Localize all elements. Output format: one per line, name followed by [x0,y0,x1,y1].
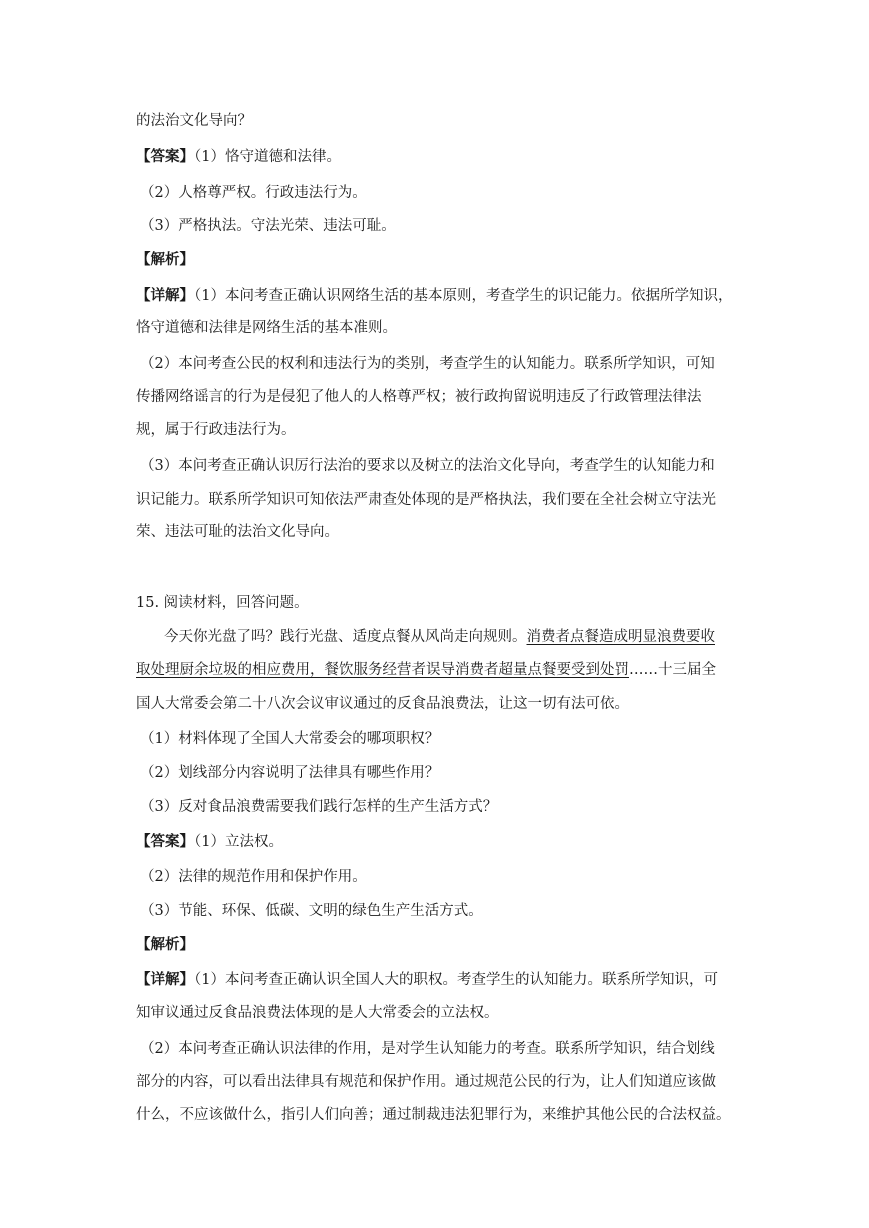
q15-material-line-2: 取处理厨余垃圾的相应费用，餐饮服务经营者误导消费者超量点餐要受到处罚……十三届全 [136,662,716,678]
answer-tag: 【答案】 [136,833,194,850]
underlined-text: 消费者点餐造成明显浪费要收 [526,629,715,645]
q14-analysis-tag: 【解析】 [136,251,194,268]
q14-detail-3-line-1: （3）本问考查正确认识厉行法治的要求以及树立的法治文化导向，考查学生的认知能力和 [140,458,715,474]
q14-detail-1-line-2: 恪守道德和法律是网络生活的基本准则。 [136,320,397,336]
q14-detail-3-line-3: 荣、违法可耻的法治文化导向。 [136,524,339,540]
q14-detail-2-line-1: （2）本问考查公民的权利和违法行为的类别，考查学生的认知能力。联系所学知识，可知 [140,356,715,372]
q14-answer-3: （3）严格执法。守法光荣、违法可耻。 [140,218,396,234]
q15-material-line-1: 今天你光盘了吗？践行光盘、适度点餐从风尚走向规则。消费者点餐造成明显浪费要收 [164,629,715,645]
detail-tag: 【详解】 [136,971,194,988]
q15-answer-1: 【答案】（1）立法权。 [136,833,283,850]
q15-question-2: （2）划线部分内容说明了法律具有哪些作用？ [140,765,440,781]
detail-tag: 【详解】 [136,287,194,304]
q15-detail-2-line-1: （2）本问考查正确认识法律的作用，是对学生认知能力的考查。联系所学知识，结合划线 [140,1041,715,1057]
q15-analysis-tag: 【解析】 [136,936,194,953]
q15-detail-2-line-3: 什么，不应该做什么，指引人们向善；通过制裁违法犯罪行为，来维护其他公民的合法权益。 [136,1107,731,1123]
q14-detail-3-line-2: 识记能力。联系所学知识可知依法严肃查处体现的是严格执法，我们要在全社会树立守法光 [136,492,716,508]
q14-answer-2: （2）人格尊严权。行政违法行为。 [140,185,367,201]
q14-continuation: 的法治文化导向？ [136,113,252,129]
q14-detail-2-line-2: 传播网络谣言的行为是侵犯了他人的人格尊严权；被行政拘留说明违反了行政管理法律法 [136,389,702,405]
q15-question-3: （3）反对食品浪费需要我们践行怎样的生产生活方式？ [140,799,498,815]
q15-detail-1-line-2: 知审议通过反食品浪费法体现的是人大常委会的立法权。 [136,1005,499,1021]
q15-answer-2: （2）法律的规范作用和保护作用。 [140,869,367,885]
q15-answer-3: （3）节能、环保、低碳、文明的绿色生产生活方式。 [140,903,483,919]
q15-material-line-3: 国人大常委会第二十八次会议审议通过的反食品浪费法，让这一切有法可依。 [136,696,629,712]
answer-tag: 【答案】 [136,148,194,165]
q14-detail-1-line-1: 【详解】（1）本问考查正确认识网络生活的基本原则，考查学生的识记能力。依据所学知识， [136,287,733,304]
q14-answer-1: 【答案】（1）恪守道德和法律。 [136,148,341,165]
q15-detail-2-line-2: 部分的内容，可以看出法律具有规范和保护作用。通过规范公民的行为，让人们知道应该做 [136,1074,716,1090]
q15-detail-1-line-1: 【详解】（1）本问考查正确认识全国人大的职权。考查学生的认知能力。联系所学知识，可 [136,971,718,988]
q14-detail-2-line-3: 规，属于行政违法行为。 [136,422,296,438]
q15-question-1: （1）材料体现了全国人大常委会的哪项职权？ [140,731,440,747]
q15-heading: 15. 阅读材料，回答问题。 [136,595,309,611]
underlined-text: 取处理厨余垃圾的相应费用，餐饮服务经营者误导消费者超量点餐要受到处罚 [136,662,629,678]
